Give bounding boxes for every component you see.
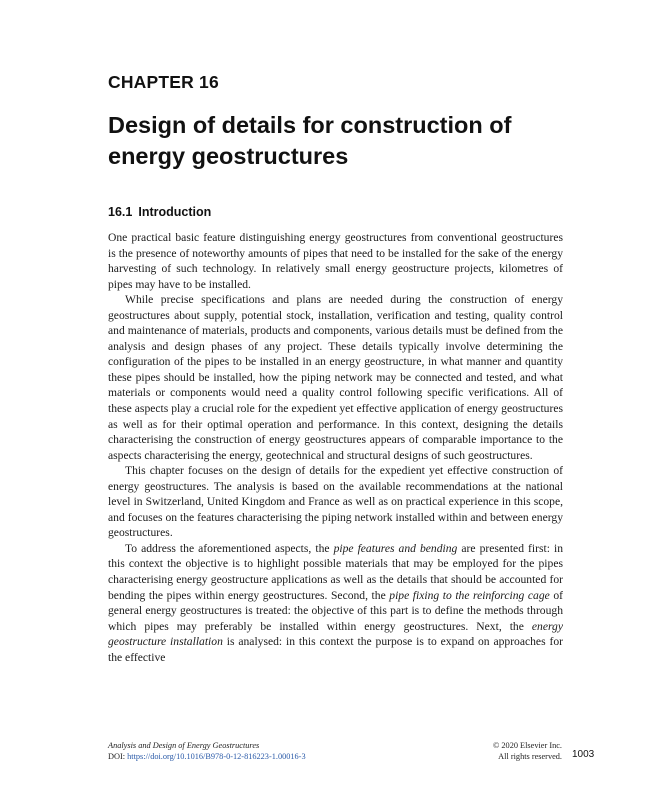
emphasis-pipe-features: pipe features and bending	[333, 541, 458, 555]
section-heading	[108, 205, 211, 219]
paragraph-4-text: are presented first: in this context the objective is to highlight possible materials that may be employed for the pipes characterising energy geostructure applications as well as the details that should be accounted for bending the pipes within energy geostructures. Second, the	[108, 541, 563, 602]
rights-text: All rights reserved.	[498, 752, 562, 761]
section-title: Introduction	[138, 205, 212, 219]
paragraph-4-text: of general energy geostructures is treated: the objective of this part is to define the methods through which pipes may preferably be installed within energy geostructures. Next, the	[108, 588, 563, 633]
chapter-label: CHAPTER 16	[108, 72, 219, 92]
paragraph-4-text: To address the aforementioned aspects, the	[125, 541, 334, 555]
footer-doi-prefix: DOI:	[108, 752, 128, 761]
paragraph-2: While precise specifications and plans are needed during the construction of energy geostructures about supply, potential stock, installation, verification and testing, quality control and maintenance of materials, products and components, various details must be defined from the analysis and design phases of any project. These details typically involve determining the configuration of the pipes to be installed in an energy geostructure, in what manner and quantity these pipes should be installed, how the piping network may be connected and tested, and what materials or components would need a quality control following specific verifications. All of these aspects play a crucial role for the expedient yet effective application of energy geostructures as well as for their optimal operation and performance. In this context, designing the details characterising the construction of energy geostructures appears of comparable importance to the aspects characterising the energy, geotechnical and structural designs of such geostructures.	[108, 293, 563, 462]
body-text	[108, 230, 563, 665]
paragraph-4	[108, 541, 563, 665]
emphasis-installation: energy geostructure installation	[108, 619, 563, 649]
emphasis-pipe-fixing: pipe fixing to the reinforcing cage	[389, 588, 550, 602]
doi-link[interactable]: https://doi.org/10.1016/B978-0-12-816223-1.00016-3	[127, 752, 306, 761]
footer-book-title: Analysis and Design of Energy Geostructures	[108, 741, 260, 750]
chapter-title: Design of details for construction of energy geostructures	[108, 112, 512, 169]
footer-citation	[108, 740, 306, 762]
copyright-text: © 2020 Elsevier Inc.	[493, 741, 562, 750]
page-number: 1003	[572, 749, 595, 760]
paragraph-3: This chapter focuses on the design of details for the expedient yet effective construction of energy geostructures. The analysis is based on the available recommendations at the national level in Switzerland, United Kingdom and France as well as on practical experience in this scope, and focuses on the features characterising the piping network installed within and between energy geostructures.	[108, 464, 563, 540]
paragraph-4-text: is analysed: in this context the purpose is to expand on approaches for the effective	[108, 635, 563, 664]
footer-copyright	[470, 740, 562, 762]
paragraph-1: One practical basic feature distinguishing energy geostructures from conventional geostructures is the presence of noteworthy amounts of pipes that need to be installed for the sake of the energy harvesting of such technology. In relatively small energy geostructure projects, kilometres of pipes may have to be installed.	[108, 231, 563, 291]
section-number: 16.1	[108, 205, 133, 219]
